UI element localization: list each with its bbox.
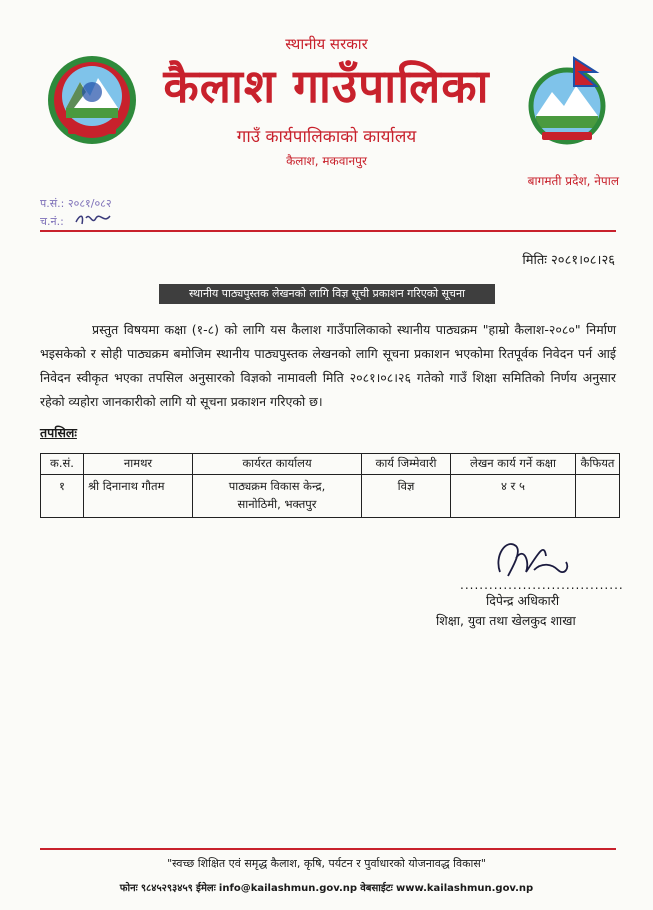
cell-grades: ४ र ५ (451, 475, 576, 518)
email-link[interactable]: info@kailashmun.gov.np (218, 883, 358, 894)
cell-sn: १ (41, 475, 84, 518)
footer-slogan: "स्वच्छ शिक्षित एवं समृद्ध कैलाश, कृषि, पर्यटन र पुर्वाधारको योजनावद्ध विकास" (167, 857, 486, 870)
phone-label: फोनः (119, 883, 138, 894)
org-name-heading: कैलाश गाउँपालिका (163, 59, 490, 113)
handwritten-signature-icon (486, 532, 576, 584)
body-paragraph: प्रस्तुत विषयमा कक्षा (१-८) को लागि यस कैलाश गाउँपालिकाको स्थानीय पाठ्यक्रम "हाम्रो कैलाश-२०८०" निर्माण भइसकेको र सोही पाठ्यक्रम बमोजिम स्थानीय पाठ्यपुस्तक लेखनको लागि सूचना प्रकाशन भएकोमा रितपूर्वक निवेदन पर्न आई निवेदन स्वीकृत भएका तपसिल अनुसारको विज्ञको नामावली मिति २०८१।०८।२६ गतेको गाउँ शिक्षा समितिको निर्णय अनुसार रहेको व्यहोरा जानकारीको लागि यो सूचना प्रकाशन गरिएको छ। (40, 322, 616, 409)
col-header-sn: क.सं. (41, 454, 84, 475)
signature-line: .................................. (460, 578, 624, 592)
footer-divider (40, 848, 616, 850)
email-label: ईमेलः (196, 883, 216, 894)
cell-role: विज्ञ (362, 475, 451, 518)
expert-list-table (40, 453, 620, 518)
cell-office (193, 475, 362, 518)
col-header-name: नामथर (84, 454, 193, 475)
cell-office-line1: पाठ्यक्रम विकास केन्द्र, (228, 479, 326, 493)
subject-bar: स्थानीय पाठ्यपुस्तक लेखनको लागि विज्ञ सूची प्रकाशन गरिएको सूचना (159, 284, 495, 304)
nepal-flag-icon (522, 56, 612, 146)
signatory-name: दिपेन्द्र अधिकारी (486, 593, 560, 608)
signatory-section: शिक्षा, युवा तथा खेलकुद शाखा (436, 613, 576, 628)
cell-remarks (576, 475, 620, 518)
office-address-text: कैलाश, मकवानपुर (286, 154, 367, 168)
footer-contact (0, 880, 653, 894)
reference-number: प.सं.: २०८१/०८२ (40, 197, 112, 210)
col-header-remarks: कैफियत (576, 454, 620, 475)
phone-number: ९८४५२९३४५९ (140, 883, 193, 894)
nepal-emblem-icon (44, 52, 140, 148)
date-line: मितिः २०८१।०८।२६ (522, 253, 615, 268)
col-header-office: कार्यरत कार्यालय (193, 454, 362, 475)
gov-level-text: स्थानीय सरकार (285, 35, 368, 53)
table-header-row (41, 454, 620, 475)
annex-label: तपसिलः (40, 425, 77, 440)
website-label: वेबसाईटः (360, 883, 393, 894)
dispatch-number: च.नं.: (40, 215, 64, 228)
office-name-text: गाउँ कार्यपालिकाको कार्यालय (236, 127, 417, 147)
table-row (41, 475, 620, 518)
website-link[interactable]: www.kailashmun.gov.np (396, 883, 534, 894)
cell-office-line2: सानोठिमी, भक्तपुर (237, 497, 317, 511)
province-text: बागमती प्रदेश, नेपाल (527, 174, 619, 188)
dispatch-handwritten-icon (74, 210, 114, 228)
header-divider (40, 230, 616, 232)
col-header-role: कार्य जिम्मेवारी (362, 454, 451, 475)
col-header-grades: लेखन कार्य गर्ने कक्षा (451, 454, 576, 475)
cell-name: श्री दिनानाथ गौतम (84, 475, 193, 518)
